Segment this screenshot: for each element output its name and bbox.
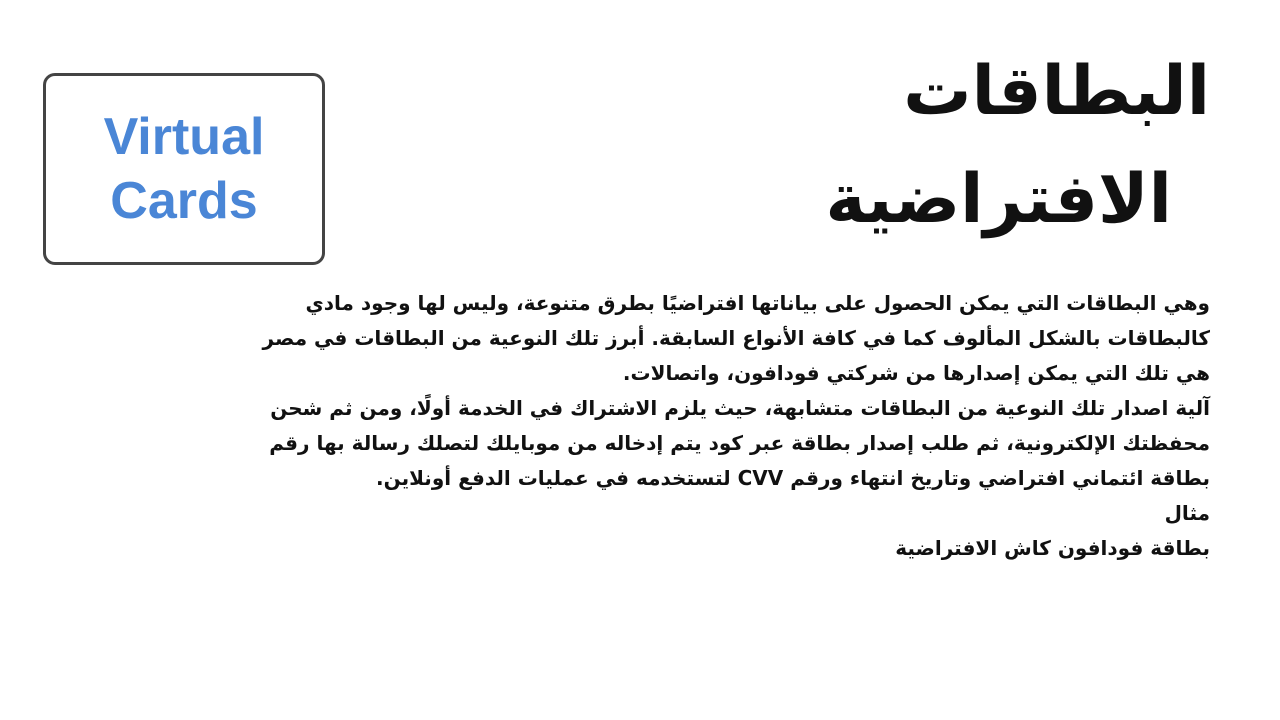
virtual-cards-badge bbox=[43, 73, 325, 265]
badge-line-cards: Cards bbox=[110, 172, 258, 230]
title-line-2: الافتراضية bbox=[825, 160, 1172, 239]
example-value: بطاقة فودافون كاش الافتراضية bbox=[895, 536, 1210, 560]
paragraph-definition: وهي البطاقات التي يمكن الحصول على بياناتها افتراضيًا بطرق متنوعة، وليس لها وجود مادي كالبطاقات بالشكل المألوف كما في كافة الأنواع السابقة. أبرز تلك النوعية من البطاقات في مصر هي تلك التي يمكن إصدارها من شركتي فودافون، واتصالات. bbox=[262, 291, 1210, 385]
title-line-1: البطاقات bbox=[903, 52, 1210, 131]
example-label: مثال bbox=[1164, 501, 1210, 525]
paragraph-mechanism: آلية اصدار تلك النوعية من البطاقات متشابهة، حيث يلزم الاشتراك في الخدمة أولًا، ومن ثم شحن محفظتك الإلكترونية، ثم طلب إصدار بطاقة عبر كود يتم إدخاله من موبايلك لتصلك رسالة بها رقم بطاقة ائتماني افتراضي وتاريخ انتهاء ورقم CVV لتستخدمه في عمليات الدفع أونلاين. bbox=[269, 396, 1210, 490]
body-content bbox=[220, 286, 1210, 566]
badge-line-virtual: Virtual bbox=[103, 108, 265, 166]
page-title bbox=[730, 38, 1210, 254]
